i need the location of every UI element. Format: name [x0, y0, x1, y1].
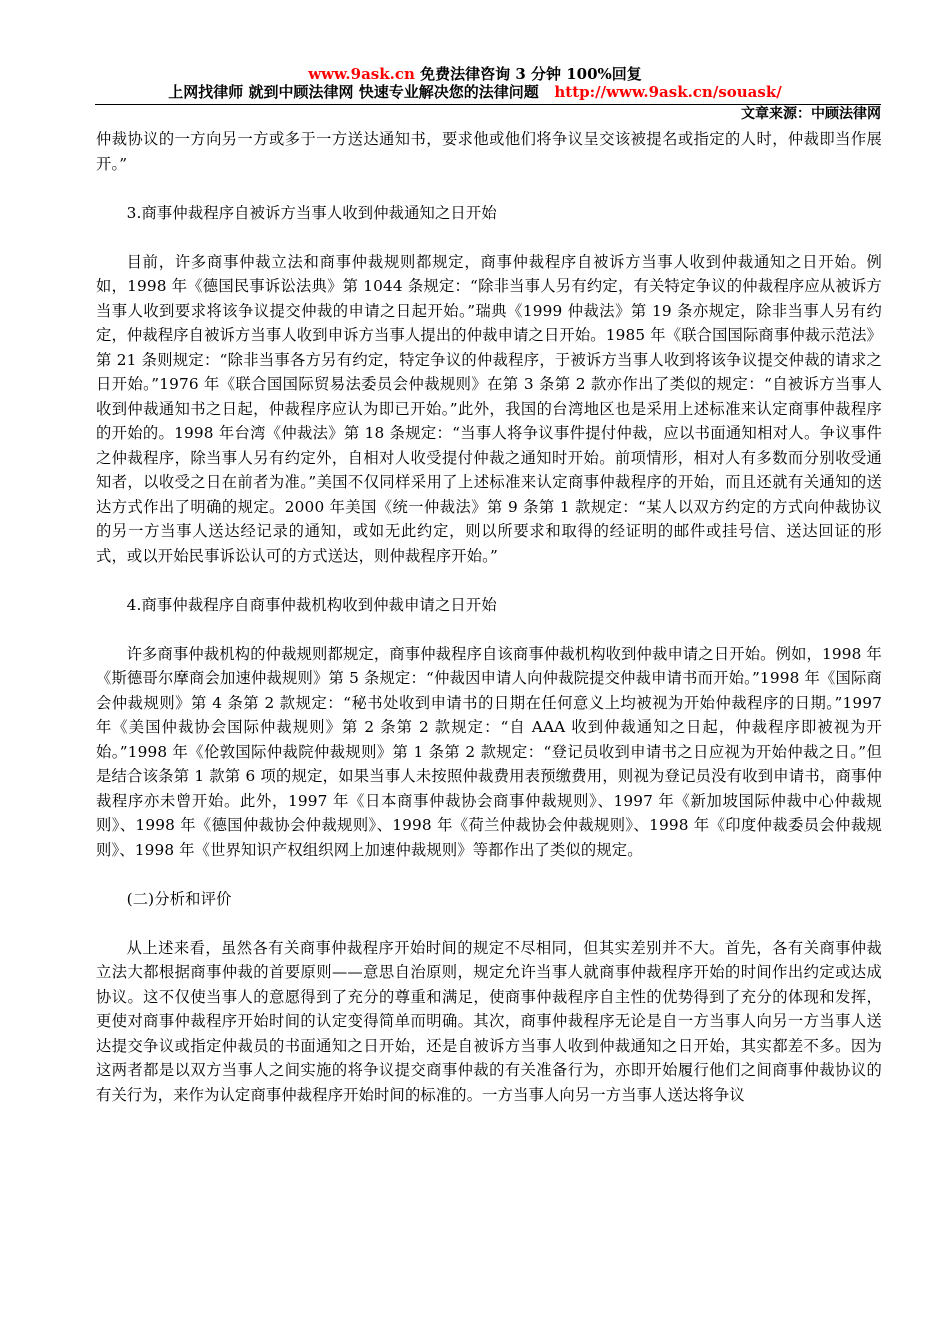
- site-link[interactable]: www.9ask.cn: [308, 65, 415, 83]
- header-slogan-line: [0, 83, 950, 101]
- souask-link[interactable]: http://www.9ask.cn/souask/: [554, 83, 782, 101]
- slogan-text: 上网找律师 就到中顾法律网 快速专业解决您的法律问题: [168, 83, 539, 101]
- paragraph: 许多商事仲裁机构的仲裁规则都规定，商事仲裁程序自该商事仲裁机构收到仲裁申请之日开始。例如，1998 年《斯德哥尔摩商会加速仲裁规则》第 5 条规定：“仲裁因申请人向仲裁院提交仲裁申请书而开始。”1998 年《国际商会仲裁规则》第 4 条第 2 款规定：“秘书处收到申请书的日期在任何意义上均被视为开始仲裁程序的日期。”1997 年《美国仲裁协会国际仲裁规则》第 2 条第 2 款规定：“自 AAA 收到仲裁通知之日起，仲裁程序即被视为开始。”1998 年《伦敦国际仲裁院仲裁规则》第 1 条第 2 款规定：“登记员收到申请书之日应视为开始仲裁之日。”但是结合该条第 1 款第 6 项的规定，如果当事人未按照仲裁费用表预缴费用，则视为登记员没有收到申请书，商事仲裁程序亦未曾开始。此外，1997 年《日本商事仲裁协会商事仲裁规则》、1997 年《新加坡国际仲裁中心仲裁规则》、1998 年《德国仲裁协会仲裁规则》、1998 年《荷兰仲裁协会仲裁规则》、1998 年《印度仲裁委员会仲裁规则》、1998 年《世界知识产权组织网上加速仲裁规则》等都作出了类似的规定。: [96, 644, 882, 859]
- section-heading-analysis: (二)分析和评价: [126, 889, 232, 908]
- section-heading-4: 4.商事仲裁程序自商事仲裁机构收到仲裁申请之日开始: [126, 595, 497, 614]
- header-divider: [95, 104, 881, 105]
- paragraph-continuation: 仲裁协议的一方向另一方或多于一方送达通知书，要求他或他们将争议呈交该被提名或指定的人时，仲裁即当作展开。”: [96, 130, 882, 173]
- paragraph: 从上述来看，虽然各有关商事仲裁程序开始时间的规定不尽相同，但其实差别并不大。首先，各有关商事仲裁立法大都根据商事仲裁的首要原则——意思自治原则，规定允许当事人就商事仲裁程序开始的时间作出约定或达成协议。这不仅使当事人的意愿得到了充分的尊重和满足，使商事仲裁程序自主性的优势得到了充分的体现和发挥，更使对商事仲裁程序开始时间的认定变得简单而明确。其次，商事仲裁程序无论是自一方当事人向另一方当事人送达提交争议或指定仲裁员的书面通知之日开始，还是自被诉方当事人收到仲裁通知之日开始，其实都差不多。因为这两者都是以双方当事人之间实施的将争议提交商事仲裁的有关准备行为，亦即开始履行他们之间商事仲裁协议的有关行为，来作为认定商事仲裁程序开始时间的标准的。一方当事人向另一方当事人送达将争议: [96, 938, 882, 1104]
- paragraph: 目前，许多商事仲裁立法和商事仲裁规则都规定，商事仲裁程序自被诉方当事人收到仲裁通知之日开始。例如，1998 年《德国民事诉讼法典》第 1044 条规定：“除非当事人另有约定，有关特定争议的仲裁程序应从被诉方当事人收到要求将该争议提交仲裁的申请之日起开始。”瑞典《1999 仲裁法》第 19 条亦规定，除非当事人另有约定，仲裁程序自被诉方当事人收到申诉方当事人提出的仲裁申请之日开始。1985 年《联合国国际商事仲裁示范法》第 21 条则规定：“除非当事各方另有约定，特定争议的仲裁程序，于被诉方当事人收到将该争议提交仲裁的请求之日开始。”1976 年《联合国国际贸易法委员会仲裁规则》在第 3 条第 2 款亦作出了类似的规定：“自被诉方当事人收到仲裁通知书之日起，仲裁程序应认为即已开始。”此外，我国的台湾地区也是采用上述标准来认定商事仲裁程序的开始的。1998 年台湾《仲裁法》第 18 条规定：“当事人将争议事件提付仲裁，应以书面通知相对人。争议事件之仲裁程序，除当事人另有约定外，自相对人收受提付仲裁之通知时开始。前项情形，相对人有多数而分别收受通知者，以收受之日在前者为准。”美国不仅同样采用了上述标准来认定商事仲裁程序的开始，而且还就有关通知的送达方式作出了明确的规定。2000 年美国《统一仲裁法》第 9 条第 1 款规定：“某人以双方约定的方式向仲裁协议的另一方当事人送达经记录的通知，或如无此约定，则以所要求和取得的经证明的邮件或挂号信、送达回证的形式，或以开始民事诉讼认可的方式送达，则仲裁程序开始。”: [96, 252, 882, 565]
- promo-text: 免费法律咨询 3 分钟 100%回复: [414, 65, 642, 83]
- article-source: 文章来源：中顾法律网: [741, 106, 881, 122]
- section-heading-3: 3.商事仲裁程序自被诉方当事人收到仲裁通知之日开始: [126, 203, 497, 222]
- article-body: [96, 127, 882, 1107]
- header-promo-line: [0, 65, 950, 83]
